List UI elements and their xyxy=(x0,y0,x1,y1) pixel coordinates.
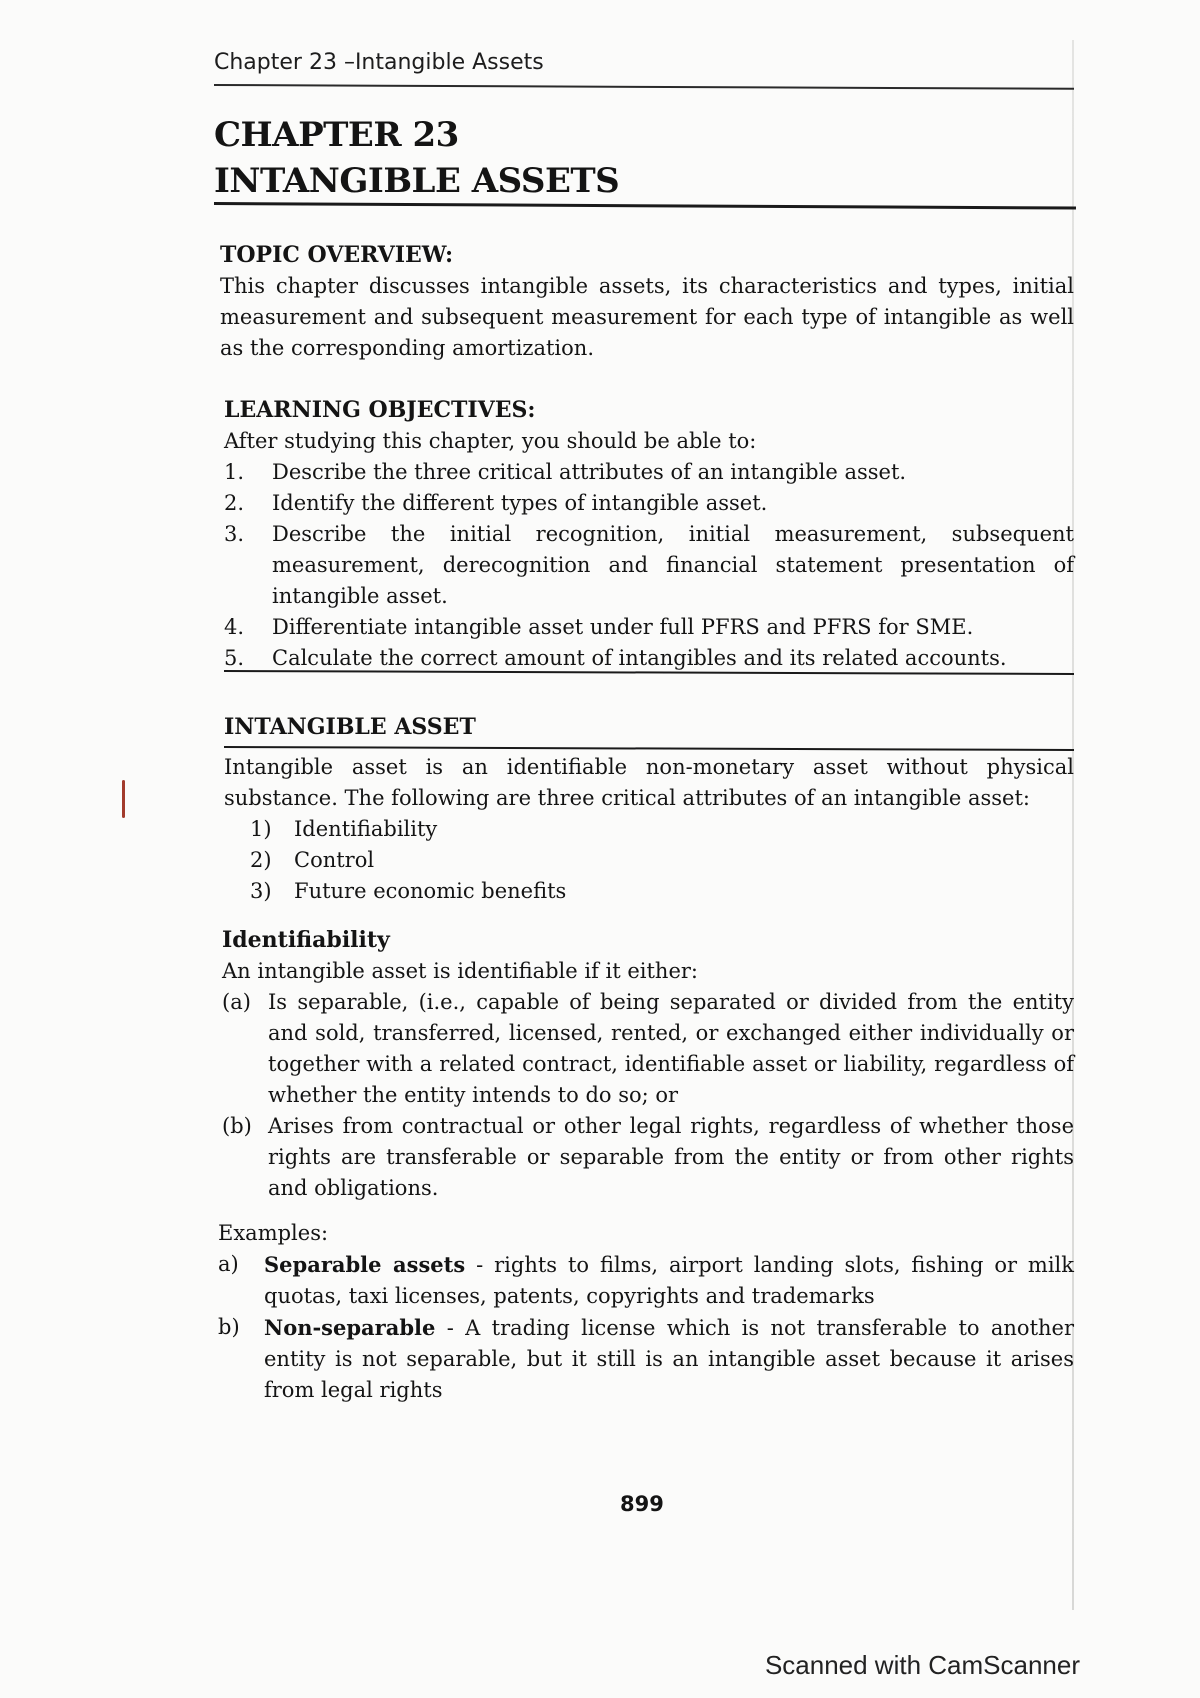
chapter-title xyxy=(214,112,619,204)
attribute-item xyxy=(250,845,1074,876)
example-text: - rights to films, airport landing slots, fishing or milk quotas, taxi licenses, patents, copyrights and trademarks xyxy=(264,1253,1074,1308)
intangible-heading: INTANGIBLE ASSET xyxy=(224,714,476,740)
page-number: 899 xyxy=(620,1492,664,1516)
objective-number: 3. xyxy=(224,522,245,546)
identifiability-intro: An intangible asset is identifiable if it either: xyxy=(222,959,698,983)
objective-item xyxy=(224,519,1074,612)
objective-item xyxy=(224,488,1074,519)
examples-heading: Examples: xyxy=(218,1221,329,1245)
header-rule xyxy=(214,84,1074,90)
objective-item xyxy=(224,612,1074,643)
example-item xyxy=(218,1249,1074,1312)
example-term: Separable assets xyxy=(264,1252,466,1277)
intangible-asset-section xyxy=(224,712,1074,743)
margin-mark xyxy=(122,780,125,818)
intangible-rule xyxy=(224,746,1074,751)
objective-text: Calculate the correct amount of intangibles and its related accounts. xyxy=(272,646,1007,670)
identifiability-section xyxy=(222,925,1074,1204)
overview-heading: TOPIC OVERVIEW: xyxy=(220,242,454,268)
example-item xyxy=(218,1312,1074,1406)
identifiability-item xyxy=(222,1111,1074,1204)
intangible-definition-block xyxy=(224,752,1074,907)
examples-section xyxy=(218,1218,1074,1406)
chapter-number: CHAPTER 23 xyxy=(214,115,459,155)
item-text: Is separable, (i.e., capable of being separated or divided from the entity and sold, transferred, licensed, rented, or exchanged either individually or together with a related contract, identifiable asset or liability, regardless of whether the entity intends to do so; or xyxy=(268,990,1074,1107)
objective-item xyxy=(224,643,1074,674)
chapter-name: INTANGIBLE ASSETS xyxy=(214,161,620,201)
item-label: (a) xyxy=(222,990,251,1014)
examples-list xyxy=(218,1249,1074,1406)
attributes-list xyxy=(224,814,1074,907)
item-label: (b) xyxy=(222,1114,252,1138)
objective-number: 2. xyxy=(224,491,245,515)
intangible-definition: Intangible asset is an identifiable non-monetary asset without physical substance. The following are three critical attributes of an intangible asset: xyxy=(224,755,1074,810)
attribute-text: Future economic benefits xyxy=(294,879,567,903)
objectives-list xyxy=(224,457,1074,674)
objective-text: Differentiate intangible asset under full PFRS and PFRS for SME. xyxy=(272,615,974,639)
identifiability-item xyxy=(222,987,1074,1111)
item-text: Arises from contractual or other legal rights, regardless of whether those rights are transferable or separable from the entity or from other rights and obligations. xyxy=(268,1114,1074,1200)
example-term: Non-separable xyxy=(264,1315,436,1340)
objective-number: 5. xyxy=(224,646,245,670)
objectives-intro: After studying this chapter, you should be able to: xyxy=(224,429,757,453)
attribute-number: 2) xyxy=(250,848,272,872)
attribute-item xyxy=(250,814,1074,845)
scanner-watermark: Scanned with CamScanner xyxy=(764,1650,1080,1680)
objective-number: 4. xyxy=(224,615,245,639)
objective-item xyxy=(224,457,1074,488)
attribute-text: Identifiability xyxy=(294,817,438,841)
running-header: Chapter 23 –Intangible Assets xyxy=(214,50,544,75)
objective-text: Describe the initial recognition, initial measurement, subsequent measurement, derecognition and financial statement presentation of intangible asset. xyxy=(272,522,1074,608)
identifiability-list xyxy=(222,987,1074,1204)
overview-text: This chapter discusses intangible assets, its characteristics and types, initial measurement and subsequent measurement for each type of intangible as well as the corresponding amortization. xyxy=(220,274,1074,360)
example-text: - A trading license which is not transferable to another entity is not separable, but it still is an intangible asset because it arises from legal rights xyxy=(264,1316,1074,1402)
identifiability-heading: Identifiability xyxy=(222,927,390,953)
attribute-number: 1) xyxy=(250,817,272,841)
learning-objectives xyxy=(224,395,1074,674)
objective-text: Describe the three critical attributes of an intangible asset. xyxy=(272,460,907,484)
objective-number: 1. xyxy=(224,460,245,484)
objective-text: Identify the different types of intangible asset. xyxy=(272,491,768,515)
title-rule xyxy=(214,202,1076,210)
attribute-number: 3) xyxy=(250,879,272,903)
topic-overview xyxy=(220,240,1074,364)
objectives-heading: LEARNING OBJECTIVES: xyxy=(224,397,536,423)
attribute-text: Control xyxy=(294,848,375,872)
example-label: a) xyxy=(218,1252,239,1276)
attribute-item xyxy=(250,876,1074,907)
example-label: b) xyxy=(218,1315,240,1339)
